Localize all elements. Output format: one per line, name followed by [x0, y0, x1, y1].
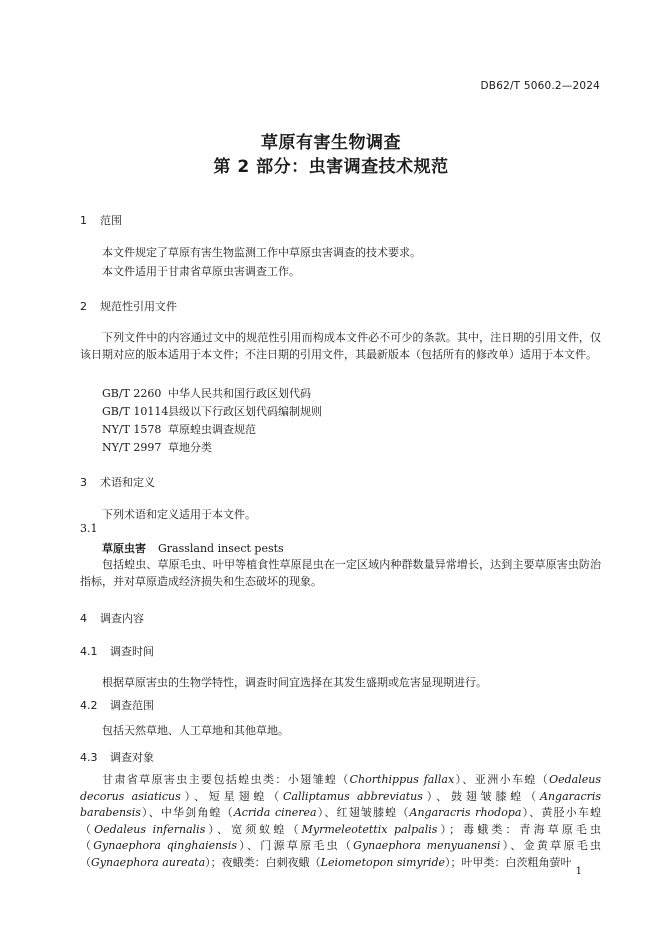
species-latin-name: Calliptamus abbreviatus	[283, 789, 423, 803]
species-latin-name: Angaracris rhodopa	[409, 806, 522, 819]
clause-number: 4.3	[80, 751, 98, 764]
reference-code: GB/T 10114	[102, 405, 169, 418]
document-code: DB62/T 5060.2—2024	[480, 80, 600, 92]
text-run: ）、亚洲小车蝗（	[454, 773, 550, 786]
reference-title: 草原蝗虫调查规范	[168, 423, 256, 436]
reference-code: NY/T 1578	[102, 423, 162, 436]
text-run: ）、红翅皱膝蝗（	[316, 806, 410, 819]
clause-4-1-heading	[80, 643, 154, 659]
section-title: 术语和定义	[100, 476, 155, 489]
section-number: 3	[80, 476, 87, 489]
term-english: Grassland insect pests	[158, 542, 284, 555]
section-3-heading	[80, 474, 155, 490]
reference-code: GB/T 2260	[102, 387, 162, 400]
section-title: 调查内容	[100, 612, 144, 625]
species-latin-name: Gynaephora qinghaiensis	[93, 839, 237, 852]
reference-code: NY/T 2997	[102, 441, 162, 454]
text-run: ）、宽须蚁蝗（	[205, 822, 302, 836]
species-latin-name: Oedaleus infernalis	[94, 822, 206, 836]
clause-number: 4.1	[80, 645, 98, 658]
clause-4-2-text: 包括天然草地、人工草地和其他草地。	[102, 724, 289, 737]
section-number: 2	[80, 300, 87, 313]
section-title: 范围	[100, 214, 122, 227]
clause-4-3-text	[80, 772, 601, 871]
reference-item	[102, 403, 322, 419]
references-intro: 下列文件中的内容通过文中的规范性引用而构成本文件必不可少的条款。其中，注日期的引用文件，仅该日期对应的版本适用于本文件；不注日期的引用文件，其最新版本（包括所有的修改单）适用于本文件。	[80, 331, 601, 361]
text-run: ）、门源草原毛虫（	[237, 839, 354, 852]
section-4-heading	[80, 610, 144, 626]
text-run: ）、黄胫小车蝗（	[80, 806, 602, 836]
term-definition: 包括蝗虫、草原毛虫、叶甲等植食性草原昆虫在一定区域内种群数量异常增长，达到主要草原害虫防治指标，并对草原造成经济损失和生态破坏的现象。	[80, 558, 601, 588]
clause-number: 4.2	[80, 699, 98, 712]
title-line-1: 草原有害生物调查	[261, 133, 401, 153]
page-number: 1	[575, 866, 582, 877]
scope-paragraph-1: 本文件规定了草原有害生物监测工作中草原虫害调查的技术要求。	[102, 246, 421, 259]
text-run: ）、金黄草原毛虫（	[80, 839, 601, 869]
text-run: ）；叶甲类：白茨粗角萤叶	[445, 855, 572, 869]
text-run: ）；毒蛾类：青海草原毛虫（	[80, 822, 602, 852]
section-2-heading	[80, 298, 177, 314]
term-entry	[102, 540, 284, 556]
clause-title: 调查时间	[110, 645, 154, 658]
species-latin-name: Myrmeleotettix palpalis	[301, 822, 438, 836]
text-run: ）、鼓翅皱膝蝗（	[422, 789, 540, 803]
reference-title: 县级以下行政区划代码编制规则	[168, 405, 322, 418]
species-latin-name: Chorthippus fallax	[349, 773, 455, 786]
species-latin-name: Gynaephora menyuanensi	[353, 839, 501, 852]
reference-item	[102, 439, 212, 455]
clause-4-3-heading	[80, 749, 154, 765]
species-latin-name: Oedaleus decorus asiaticus	[80, 773, 601, 803]
text-run: ）、中华剑角蝗（	[140, 806, 234, 819]
reference-title: 草地分类	[168, 441, 212, 454]
section-number: 1	[80, 214, 87, 227]
species-latin-name: Acrida cinerea	[233, 806, 317, 819]
clause-4-1-text: 根据草原害虫的生物学特性，调查时间宜选择在其发生盛期或危害显现期进行。	[102, 676, 487, 689]
section-1-heading	[80, 212, 122, 228]
clause-title: 调查范围	[110, 699, 154, 712]
clause-4-2-heading	[80, 697, 154, 713]
scope-paragraph-2: 本文件适用于甘肃省草原虫害调查工作。	[102, 265, 300, 278]
species-latin-name: Leiometopon simyride	[320, 855, 445, 869]
reference-title: 中华人民共和国行政区划代码	[168, 387, 311, 400]
reference-item	[102, 421, 256, 437]
term-chinese: 草原虫害	[102, 542, 146, 555]
text-run: ）、短星翅蝗（	[180, 789, 284, 803]
section-number: 4	[80, 612, 87, 625]
text-run: 甘肃省草原害虫主要包括蝗虫类：小翅雏蝗（	[102, 773, 350, 786]
clause-title: 调查对象	[110, 751, 154, 764]
text-run: ）；夜蛾类：白刺夜蛾（	[205, 855, 321, 869]
section-title: 规范性引用文件	[100, 300, 177, 313]
terms-intro: 下列术语和定义适用于本文件。	[102, 508, 256, 521]
species-latin-name: Angaracris barabensis	[80, 789, 602, 819]
reference-item	[102, 385, 311, 401]
species-latin-name: Gynaephora aureata	[91, 855, 206, 869]
clause-3-1-number: 3.1	[80, 522, 98, 535]
title-line-2: 第 2 部分：虫害调查技术规范	[213, 157, 449, 177]
